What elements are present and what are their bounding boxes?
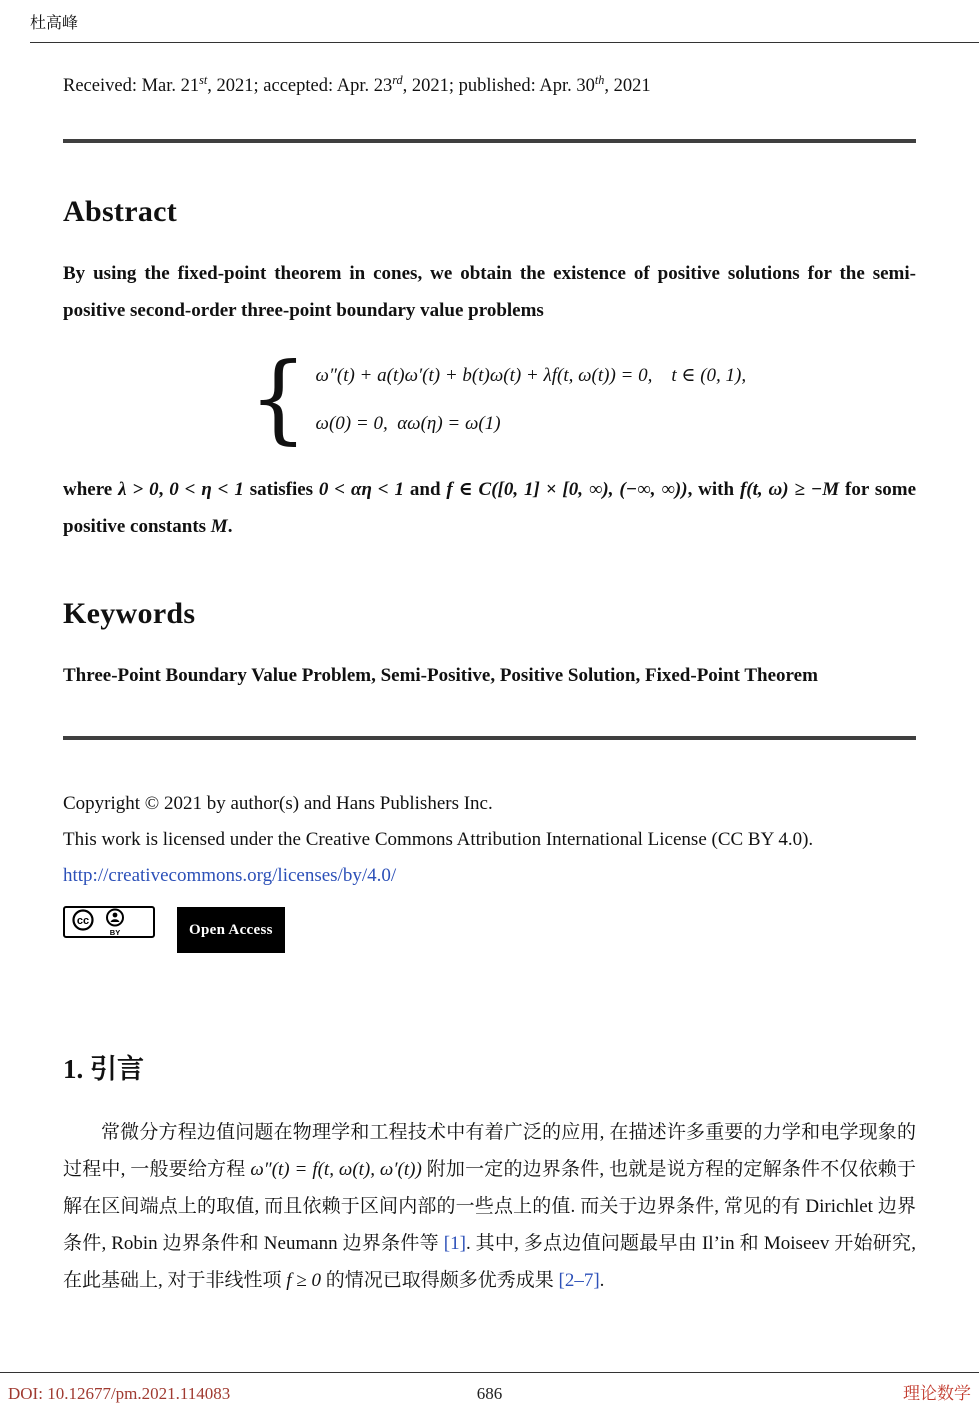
cc-by-license-icon[interactable] [63,906,155,951]
section-1-heading: 1. 引言 [63,1054,144,1085]
equation-line-1: ω″(t) + a(t)ω′(t) + b(t)ω(t) + λf(t, ω(t)) = 0, t ∈ (0, 1), [315,364,747,386]
keywords-title: Keywords [63,597,196,631]
equation-block [249,342,916,455]
equation-lines [316,364,747,435]
text-part: , 2021 [604,76,651,97]
inline-math: M [210,516,228,538]
text-part: , [158,479,170,501]
text-part: , 2021; published: Apr. 30 [402,76,595,97]
text-part: . [227,516,233,538]
page-header [0,0,979,43]
citation-link[interactable]: [2–7] [558,1270,600,1292]
footer-page-number: 686 [476,1384,503,1403]
cc-glyph: cc [76,915,90,928]
running-head-author: 杜高峰 [30,15,79,32]
text-part: for some positive constants [63,479,917,538]
abstract-conditions [63,471,916,545]
inline-math: f ≥ 0 [286,1270,321,1292]
footer-journal-name: 理论数学 [903,1384,972,1403]
text-part: st [199,73,208,87]
inline-math: 0 < η < 1 [169,479,244,501]
text-part: 常微分方程边值问题在物理学和工程技术中有着广泛的应用, 在描述许多重要的力学和电学现象的过程中, 一般要给方程 [63,1122,916,1181]
text-part: 附加一定的边界条件, 也就是说方程的定解条件不仅依赖于解在区间端点上的取值, 而且依赖于区间内部的一些点上的值. 而关于边界条件, 常见的有 Dirichlet 边界条件, Robin 边界条件和 Neumann 边界条件等 [63,1159,916,1255]
text-part: and [404,479,447,501]
abstract-title: Abstract [63,195,178,229]
open-access-badge: Open Access [177,907,285,953]
license-link[interactable]: http://creativecommons.org/licenses/by/4.0/ [63,865,397,887]
inline-math: λ > 0 [118,479,159,501]
text-part: 的情况已取得颇多优秀成果 [320,1270,559,1292]
text-part: , 2021; accepted: Apr. 23 [207,76,393,97]
citation-link[interactable]: [1] [443,1233,466,1255]
divider-bottom [63,736,916,740]
text-part: Received: Mar. 21 [63,76,200,97]
inline-math: ω″(t) = f(t, ω(t), ω′(t)) [250,1159,422,1181]
divider-top [63,139,916,143]
inline-math: 0 < αη < 1 [318,479,405,501]
footer-doi: DOI: 10.12677/pm.2021.114083 [8,1384,231,1403]
page-footer [0,1372,979,1414]
text-part: where [63,479,119,501]
by-glyph: BY [109,928,121,938]
text-part: satisfies [243,479,319,501]
copyright-line-2: This work is licensed under the Creative Commons Attribution International License (CC BY 4.0). [63,829,814,851]
text-part: th [594,73,605,87]
license-badges [63,906,916,953]
received-line [63,73,916,97]
abstract-intro: By using the fixed-point theorem in cones, we obtain the existence of positive solutions for the semi-positive second-order three-point boundary value problems [63,263,916,322]
text-part: , with [687,479,740,501]
footer-row [0,1373,979,1414]
keywords-text: Three-Point Boundary Value Problem, Semi-Positive, Positive Solution, Fixed-Point Theorem [63,665,818,687]
copyright-block [63,786,916,953]
left-brace-glyph: { [249,342,308,455]
section-1-paragraph [63,1114,916,1299]
inline-math: f ∈ C([0, 1] × [0, ∞), (−∞, ∞)) [446,479,688,501]
text-part: . [599,1270,605,1292]
copyright-line-1: Copyright © 2021 by author(s) and Hans Publishers Inc. [63,793,493,815]
page-body [0,43,979,1372]
text-part: rd [392,73,403,87]
inline-math: f(t, ω) ≥ −M [739,479,840,501]
text-part: . 其中, 多点边值问题最早由 Il’in 和 Moiseev 开始研究, 在此基础上, 对于非线性项 [63,1233,916,1292]
equation-line-2: ω(0) = 0, αω(η) = ω(1) [315,412,501,434]
